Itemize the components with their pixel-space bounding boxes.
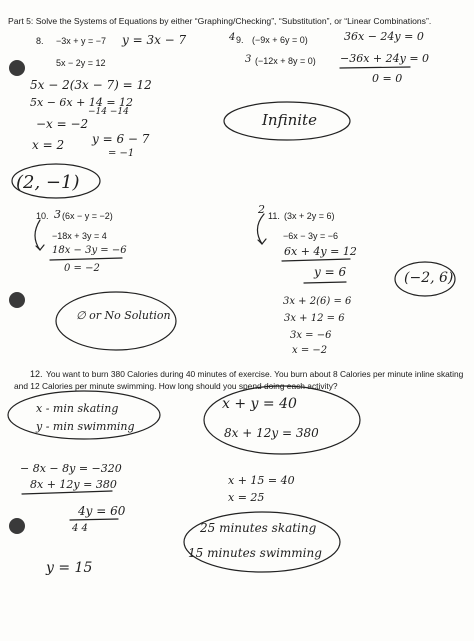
answer-circle — [12, 164, 100, 198]
underline — [304, 282, 346, 283]
underline — [282, 259, 350, 261]
word-problem-text: and 12 Calories per minute swimming. How long should you spend doing each activity? — [14, 381, 338, 391]
handwritten-step: 0 = −2 — [64, 263, 100, 274]
system-equation: x + y = 40 — [222, 396, 297, 412]
equation: −6x − 3y = −6 — [283, 231, 339, 241]
answer-circle — [56, 292, 176, 350]
handwritten-step: 4 4 — [72, 523, 88, 534]
equation: (6x − y = −2) — [62, 211, 113, 221]
answer-circle — [395, 262, 455, 296]
arrow — [257, 214, 264, 244]
handwritten-step: y = 3x − 7 — [122, 33, 187, 47]
problem-number: 12. — [30, 369, 43, 379]
handwritten-step: −x = −2 — [36, 117, 89, 131]
equation: (−9x + 6y = 0) — [252, 35, 308, 45]
handwritten-step: 8x + 12y = 380 — [30, 478, 117, 491]
multiplier: 2 — [258, 203, 265, 216]
fraction-bar — [70, 519, 118, 520]
equation: (3x + 2y = 6) — [284, 211, 335, 221]
answer: Infinite — [262, 111, 317, 129]
problem-number: 10. — [36, 211, 49, 221]
equation: −18x + 3y = 4 — [52, 231, 107, 241]
handwritten-step: 6x + 4y = 12 — [284, 245, 357, 258]
variable-definition: x - min skating — [36, 402, 119, 415]
handwritten-step: −36x + 24y = 0 — [340, 52, 430, 65]
handwritten-step: x = −2 — [292, 345, 328, 356]
equation: −3x + y = −7 — [56, 36, 107, 46]
handwritten-step: 3x = −6 — [290, 330, 332, 341]
answer: 25 minutes skating — [200, 521, 317, 535]
handwritten-step: x = 25 — [228, 491, 265, 504]
equation: (−12x + 8y = 0) — [255, 56, 316, 66]
system-circle — [204, 386, 360, 454]
problem-number: 9. — [236, 35, 244, 45]
answer: (2, −1) — [16, 172, 80, 193]
variable-definition: y - min swimming — [36, 420, 135, 433]
handwritten-step: y = 15 — [46, 560, 93, 576]
underline — [50, 258, 122, 260]
underline — [22, 491, 112, 494]
answer: (−2, 6) — [404, 270, 454, 286]
handwritten-step: 5x − 6x + 14 = 12 — [30, 96, 134, 109]
definitions-circle — [8, 391, 160, 439]
answer-circle — [224, 102, 350, 140]
multiplier: 3 — [245, 54, 252, 65]
handwritten-step: 3x + 2(6) = 6 — [283, 296, 352, 307]
system-equation: 8x + 12y = 380 — [224, 426, 319, 440]
handwritten-step: 0 = 0 — [372, 72, 403, 85]
handwritten-step: 5x − 2(3x − 7) = 12 — [30, 78, 152, 92]
handwritten-step: = −1 — [108, 148, 135, 159]
handwritten-step: y = 6 — [314, 265, 347, 279]
handwritten-step: −14 −14 — [88, 107, 129, 117]
answer: 15 minutes swimming — [188, 546, 322, 560]
word-problem-text: You want to burn 380 Calories during 40 minutes of exercise. You burn about 8 Calories per minute inline skating — [46, 369, 464, 379]
multiplier: 3 — [54, 208, 61, 221]
handwritten-step: x = 2 — [32, 138, 65, 152]
handwritten-step: 36x − 24y = 0 — [344, 30, 424, 43]
underline — [340, 67, 410, 68]
problem-number: 8. — [36, 36, 44, 46]
handwritten-step: 18x − 3y = −6 — [52, 245, 127, 256]
handwritten-step: 4y = 60 — [78, 504, 126, 518]
handwritten-step: y = 6 − 7 — [92, 132, 150, 146]
part-header: Part 5: Solve the Systems of Equations by either “Graphing/Checking”, “Substitution”, or “Linear Combinations”. — [8, 16, 432, 26]
equation: 5x − 2y = 12 — [56, 58, 106, 68]
multiplier: 4 — [229, 32, 236, 43]
handwritten-step: x + 15 = 40 — [228, 474, 295, 487]
problem-number: 11. — [268, 211, 280, 221]
answer-circle — [184, 512, 340, 572]
handwritten-step: 3x + 12 = 6 — [284, 313, 345, 324]
handwritten-step: − 8x − 8y = −320 — [20, 462, 122, 475]
answer: ∅ or No Solution — [76, 309, 171, 322]
